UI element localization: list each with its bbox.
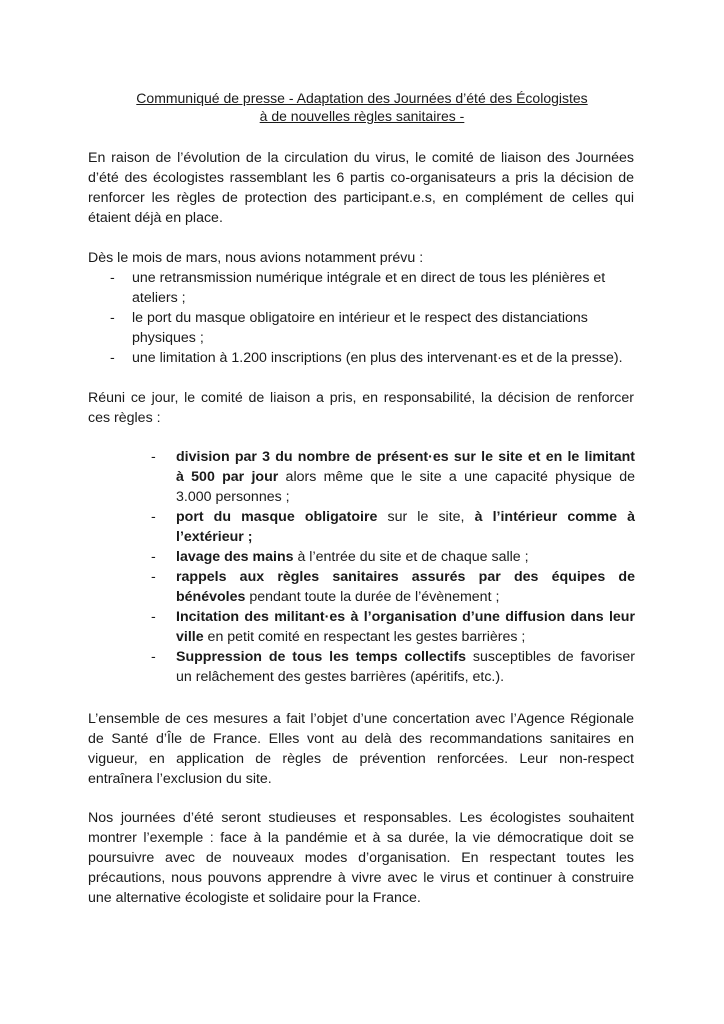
paragraph-measures-intro: Dès le mois de mars, nous avions notamment prévu : xyxy=(88,250,424,266)
title-line-1: Communiqué de presse - Adaptation des Journées d’été des Écologistes xyxy=(136,90,588,106)
title-line-2: à de nouvelles règles sanitaires - xyxy=(259,108,465,124)
initial-measures-list xyxy=(88,268,648,368)
paragraph-decision: Réuni ce jour, le comité de liaison a pris, en responsabilité, la décision de renforcer ces règles : xyxy=(88,390,634,426)
list-item: - port du masque obligatoire sur le site, à l’intérieur comme à l’extérieur ; xyxy=(151,509,636,545)
list-item: - lavage des mains à l’entrée du site et de chaque salle ; xyxy=(151,549,529,565)
list-item: - une retransmission numérique intégrale et en direct de tous les plénières et ateliers ; xyxy=(110,270,606,306)
list-item: - rappels aux règles sanitaires assurés par des équipes de bénévoles pendant toute la durée de l’évènement ; xyxy=(151,569,635,605)
reinforced-measures-list xyxy=(149,447,635,687)
list-item: - le port du masque obligatoire en intérieur et le respect des distanciations physiques ; xyxy=(110,310,588,346)
list-item: - Suppression de tous les temps collectifs susceptibles de favoriser un relâchement des gestes barrières (apéritifs, etc.). xyxy=(151,649,635,685)
paragraph-concertation: L’ensemble de ces mesures a fait l’objet d’une concertation avec l’Agence Régionale de Santé d’Île de France. Elles vont au delà des recommandations sanitaires en vigueur, en application de règles de prévention renforcées. Leur non-respect entraînera l’exclusion du site. xyxy=(88,711,634,787)
list-item: - Incitation des militant·es à l’organisation d’une diffusion dans leur ville en petit comité en respectant les gestes barrières ; xyxy=(151,609,635,645)
list-item: - une limitation à 1.200 inscriptions (en plus des intervenant·es et de la presse). xyxy=(110,350,623,366)
list-item: - division par 3 du nombre de présent·es sur le site et en le limitant à 500 par jour alors même que le site a une capacité physique de 3.000 personnes ; xyxy=(151,449,636,505)
paragraph-conclusion: Nos journées d’été seront studieuses et responsables. Les écologistes souhaitent montrer l’exemple : face à la pandémie et à sa durée, la vie démocratique doit se poursuivre avec de nouveaux modes d’organisation. En respectant toutes les précautions, nous pouvons apprendre à vivre avec le virus et continuer à construire une alternative écologiste et solidaire pour la France. xyxy=(88,810,634,906)
paragraph-intro: En raison de l’évolution de la circulation du virus, le comité de liaison des Journées d’été des écologistes rassemblant les 6 partis co-organisateurs a pris la décision de renforcer les règles de protection des participant.e.s, en complément de celles qui étaient déjà en place. xyxy=(88,150,634,226)
